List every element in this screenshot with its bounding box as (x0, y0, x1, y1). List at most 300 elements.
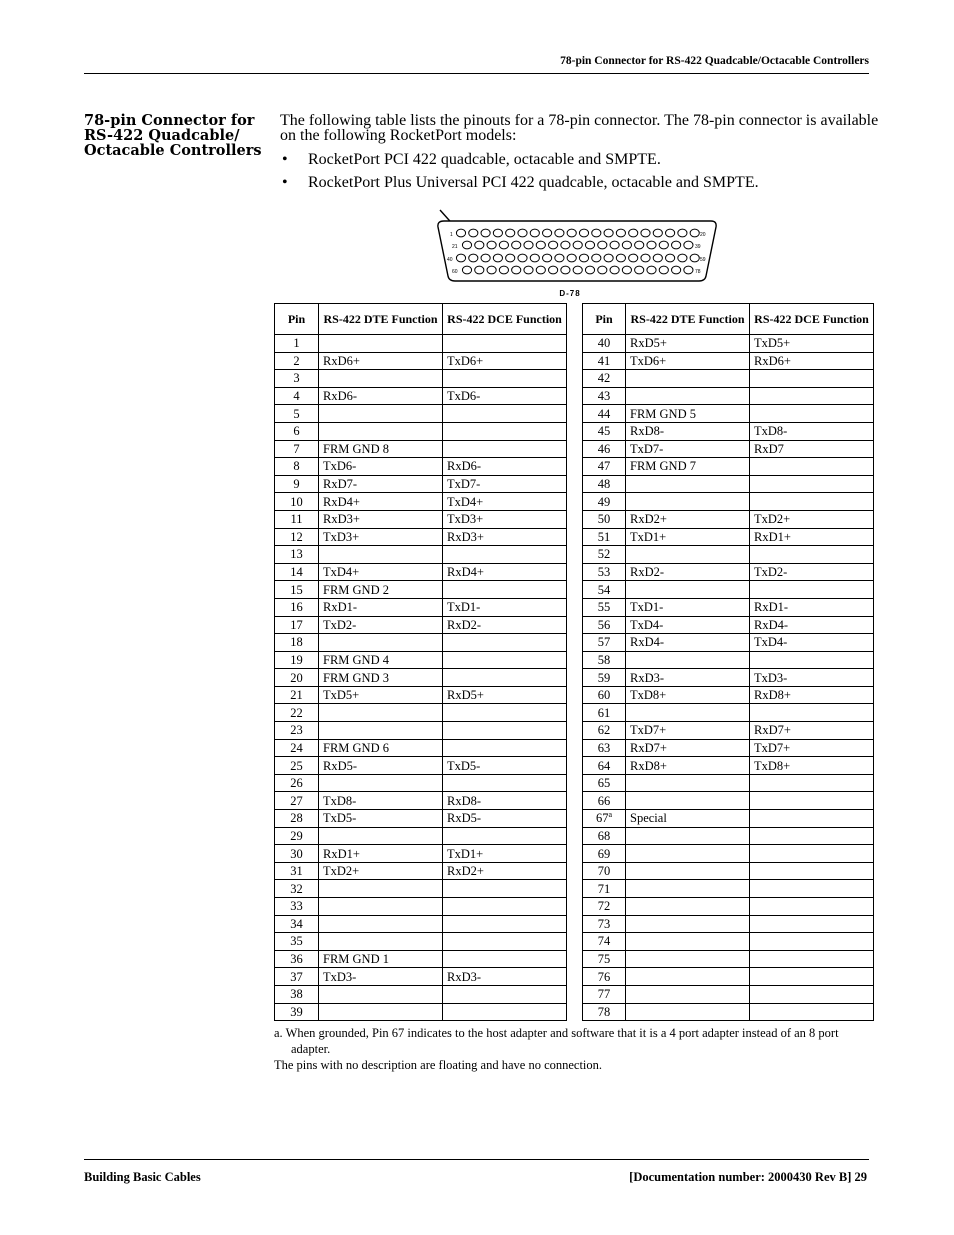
dce-function-text: RxD8+ (754, 688, 791, 703)
pin-hole (456, 229, 465, 237)
pin-number-text: 19 (290, 652, 303, 667)
pin-hole (462, 266, 471, 274)
pin-number-cell (583, 722, 626, 740)
pin-hole (487, 241, 496, 249)
dce-function-cell (443, 475, 567, 493)
dce-function-cell (750, 1003, 874, 1021)
column-gap (567, 968, 583, 986)
pin-hole (549, 241, 558, 249)
table-row (275, 669, 874, 687)
dce-function-text: RxD3+ (447, 529, 484, 544)
dce-function-text: RxD3- (447, 969, 482, 984)
column-gap (567, 546, 583, 564)
table-row (275, 440, 874, 458)
pin-number-cell (275, 880, 319, 898)
pin-number-text: 8 (293, 459, 300, 474)
pin-number-text: 27 (290, 793, 303, 808)
dte-function-cell (319, 827, 443, 845)
pin-number-text: 39 (290, 1004, 303, 1019)
pin-hole (567, 229, 576, 237)
pin-hole (653, 254, 662, 262)
dte-function-cell (319, 739, 443, 757)
dce-function-cell (443, 616, 567, 634)
pin-hole (573, 266, 582, 274)
pin-number-text: 30 (290, 846, 303, 861)
dte-function-cell (626, 651, 750, 669)
dce-function-cell (443, 950, 567, 968)
dce-function-text: TxD6+ (447, 353, 484, 368)
dte-function-cell (626, 458, 750, 476)
table-row (275, 845, 874, 863)
pin-hole (592, 229, 601, 237)
dce-function-text: RxD1- (754, 600, 789, 615)
dce-function-cell (443, 757, 567, 775)
dte-function-cell (319, 669, 443, 687)
dce-function-cell (750, 739, 874, 757)
table-row (275, 739, 874, 757)
dce-function-cell (443, 563, 567, 581)
dte-function-cell (626, 950, 750, 968)
dte-function-text: FRM GND 8 (323, 441, 389, 456)
pin-hole (592, 254, 601, 262)
dte-function-cell (319, 651, 443, 669)
pin-hole (462, 241, 471, 249)
dte-function-text: TxD2+ (323, 864, 360, 879)
pin-number-cell (583, 950, 626, 968)
pin-hole (481, 229, 490, 237)
dce-function-text: RxD8- (447, 793, 482, 808)
pin-number-cell (275, 669, 319, 687)
dce-function-cell (443, 528, 567, 546)
pin-number-cell (275, 616, 319, 634)
dce-function-cell (443, 985, 567, 1003)
pin-number-cell (275, 335, 319, 353)
pin-hole (506, 254, 515, 262)
table-row (275, 933, 874, 951)
footnotes (274, 1025, 874, 1073)
pin-number-cell (275, 792, 319, 810)
table-row (275, 422, 874, 440)
footer-chapter: Building Basic Cables (84, 1170, 201, 1184)
dte-function-cell (626, 792, 750, 810)
pin-number-cell (275, 352, 319, 370)
dte-function-text: TxD6+ (630, 353, 667, 368)
pin-number-text: 32 (290, 881, 303, 896)
pin-number-text: 33 (290, 899, 303, 914)
dce-function-cell (443, 387, 567, 405)
dce-function-cell (750, 933, 874, 951)
pin-number-cell (583, 422, 626, 440)
column-gap (567, 581, 583, 599)
pin-number-cell (275, 827, 319, 845)
dce-function-cell (750, 845, 874, 863)
dce-function-cell (750, 985, 874, 1003)
pin-hole (493, 254, 502, 262)
column-header: RS-422 DCE Function (750, 304, 874, 335)
pin-hole (530, 254, 539, 262)
dce-function-cell (750, 458, 874, 476)
dte-function-cell (319, 563, 443, 581)
pin-number-text: 45 (597, 424, 611, 439)
pin-number-cell (583, 387, 626, 405)
table-row (275, 634, 874, 652)
table-row (275, 510, 874, 528)
column-gap (567, 827, 583, 845)
pin-hole (573, 241, 582, 249)
pin-hole (555, 229, 564, 237)
pin-number-cell (275, 370, 319, 388)
dte-function-cell (626, 810, 750, 828)
pin-number-text: 52 (597, 547, 611, 562)
pin-number-text: 64 (597, 758, 611, 773)
pin-number-text: 17 (290, 617, 303, 632)
dte-function-cell (319, 933, 443, 951)
pin-hole (585, 266, 594, 274)
pin-number-cell (583, 440, 626, 458)
pin-hole (604, 254, 613, 262)
pin-number-cell (275, 933, 319, 951)
dce-function-cell (750, 493, 874, 511)
column-gap (567, 458, 583, 476)
pin-number-cell (583, 686, 626, 704)
pin-number-cell (583, 581, 626, 599)
pin-hole (690, 229, 699, 237)
dte-function-text: TxD5+ (323, 688, 360, 703)
column-header: Pin (275, 304, 319, 335)
row-label-60: 60 (452, 269, 458, 275)
dce-function-cell (443, 704, 567, 722)
dte-function-text: RxD5- (323, 758, 358, 773)
dce-function-cell (750, 898, 874, 916)
pin-number-text: 71 (597, 881, 611, 896)
dte-function-cell (626, 616, 750, 634)
pin-number-cell (275, 440, 319, 458)
pin-number-cell (275, 845, 319, 863)
dce-function-cell (750, 704, 874, 722)
pin-number-text: 74 (597, 934, 611, 949)
column-gap (567, 722, 583, 740)
pin-hole (549, 266, 558, 274)
dte-function-text: TxD4- (630, 617, 664, 632)
pin-hole (493, 229, 502, 237)
pin-hole (622, 241, 631, 249)
column-gap (567, 933, 583, 951)
dte-function-cell (626, 475, 750, 493)
dte-function-cell (626, 634, 750, 652)
pin-hole (672, 266, 681, 274)
dte-function-cell (626, 915, 750, 933)
dte-function-cell (626, 704, 750, 722)
intro-paragraph: The following table lists the pinouts for a 78-pin connector. The 78-pin connector is available on the following RocketPort models: (280, 112, 879, 144)
table-row (275, 475, 874, 493)
dte-function-cell (319, 757, 443, 775)
table-row (275, 915, 874, 933)
dte-function-cell (319, 985, 443, 1003)
pin-number-cell (583, 669, 626, 687)
header-rule (84, 73, 869, 74)
dce-function-cell (443, 686, 567, 704)
pin-number-text: 36 (290, 952, 303, 967)
dce-function-cell (443, 422, 567, 440)
dce-function-cell (443, 405, 567, 423)
pin-number-cell (275, 598, 319, 616)
dte-function-cell (626, 581, 750, 599)
column-gap (567, 704, 583, 722)
pin-number-text: 7 (293, 441, 300, 456)
dce-function-text: RxD2- (447, 617, 482, 632)
pin-number-text: 58 (597, 652, 611, 667)
column-header: Pin (583, 304, 626, 335)
pin-number-text: 14 (290, 565, 303, 580)
pin-hole (635, 266, 644, 274)
dte-function-cell (319, 387, 443, 405)
column-gap (567, 352, 583, 370)
pin-number-text: 75 (597, 952, 611, 967)
column-gap (567, 950, 583, 968)
dte-function-cell (626, 1003, 750, 1021)
dce-function-cell (750, 335, 874, 353)
dce-function-cell (750, 810, 874, 828)
column-gap (567, 528, 583, 546)
pin-number-cell (583, 1003, 626, 1021)
dte-function-cell (319, 458, 443, 476)
dte-function-cell (319, 546, 443, 564)
table-row (275, 493, 874, 511)
pin-number-text: 61 (597, 705, 611, 720)
row-label-40: 40 (447, 257, 453, 263)
pin-number-text: 49 (597, 494, 611, 509)
dte-function-cell (626, 933, 750, 951)
column-gap (567, 915, 583, 933)
dte-function-cell (626, 845, 750, 863)
dce-function-text: RxD7 (754, 441, 784, 456)
pin-number-cell (583, 335, 626, 353)
dte-function-cell (319, 581, 443, 599)
pin-number-cell (583, 458, 626, 476)
pin-number-text: 15 (290, 582, 303, 597)
dce-function-text: TxD5- (447, 758, 481, 773)
dte-function-cell (626, 510, 750, 528)
model-list-item: • RocketPort Plus Universal PCI 422 quadcable, octacable and SMPTE. (280, 175, 880, 190)
footer-doc-number: [Documentation number: 2000430 Rev B] 29 (629, 1170, 867, 1184)
pin-hole (512, 266, 521, 274)
dte-function-text: TxD8- (323, 793, 357, 808)
dte-function-text: RxD3+ (323, 512, 360, 527)
dce-function-cell (443, 370, 567, 388)
dce-function-cell (443, 634, 567, 652)
pin-number-text: 25 (290, 758, 303, 773)
dce-function-text: RxD7+ (754, 723, 791, 738)
table-header-row (275, 304, 874, 335)
pin-hole (579, 229, 588, 237)
column-gap (567, 880, 583, 898)
pin-number-text: 40 (597, 336, 611, 351)
dte-function-text: FRM GND 7 (630, 459, 696, 474)
dte-function-cell (626, 528, 750, 546)
pin-number-text: 55 (597, 600, 611, 615)
pin-number-cell (583, 810, 626, 828)
dce-function-cell (750, 352, 874, 370)
pin-hole (512, 241, 521, 249)
dte-function-text: TxD7+ (630, 723, 667, 738)
dce-function-cell (750, 651, 874, 669)
dte-function-text: RxD7- (323, 477, 358, 492)
column-gap (567, 651, 583, 669)
dte-function-text: FRM GND 5 (630, 406, 696, 421)
dce-function-text: TxD8+ (754, 758, 791, 773)
pin-number-cell (275, 704, 319, 722)
dte-function-cell (626, 598, 750, 616)
pin-number-cell (275, 968, 319, 986)
table-row (275, 405, 874, 423)
dte-function-cell (319, 1003, 443, 1021)
pin-number-text: 29 (290, 828, 303, 843)
pin-number-text: 73 (597, 916, 611, 931)
dce-function-text: TxD7- (447, 477, 481, 492)
pin-number-cell (583, 493, 626, 511)
pinout-table-body (275, 335, 874, 1021)
pin-number-cell (275, 581, 319, 599)
pin-hole (622, 266, 631, 274)
pin-number-text: 12 (290, 529, 303, 544)
dte-function-cell (626, 757, 750, 775)
dte-function-text: TxD1- (630, 600, 664, 615)
dte-function-text: FRM GND 4 (323, 652, 389, 667)
dte-function-cell (626, 493, 750, 511)
dte-function-text: RxD5+ (630, 336, 667, 351)
pin-number-cell (275, 387, 319, 405)
pin-hole (469, 229, 478, 237)
dce-function-text: TxD1+ (447, 846, 484, 861)
pin-number-text: 21 (290, 688, 303, 703)
pin-hole (678, 229, 687, 237)
dce-function-cell (443, 880, 567, 898)
pin-number-cell (583, 546, 626, 564)
dce-function-cell (750, 686, 874, 704)
pin-number-text: 41 (597, 353, 611, 368)
row-label-21: 21 (452, 244, 458, 250)
column-gap (567, 810, 583, 828)
pin-number-cell (275, 422, 319, 440)
dte-function-text: TxD5- (323, 811, 357, 826)
pin-hole (469, 254, 478, 262)
pin-number-text: 67 (595, 811, 609, 826)
dte-function-text: RxD3- (630, 670, 665, 685)
column-gap (567, 304, 583, 335)
dce-function-cell (443, 774, 567, 792)
dte-function-cell (319, 722, 443, 740)
dte-function-cell (319, 598, 443, 616)
pin-hole (555, 254, 564, 262)
dte-function-text: TxD7- (630, 441, 664, 456)
table-row (275, 862, 874, 880)
pin-number-text: 24 (290, 740, 303, 755)
dce-function-cell (750, 722, 874, 740)
table-row (275, 880, 874, 898)
pin-number-cell (583, 510, 626, 528)
dte-function-cell (319, 370, 443, 388)
pin-number-text: 10 (290, 494, 303, 509)
dce-function-text: RxD5- (447, 811, 482, 826)
dte-function-cell (626, 968, 750, 986)
pinout-table (274, 303, 874, 1021)
dce-function-cell (750, 405, 874, 423)
pin-number-cell (275, 739, 319, 757)
model-list-item: • RocketPort PCI 422 quadcable, octacable and SMPTE. (280, 152, 880, 167)
pin-number-cell (583, 898, 626, 916)
pin-number-text: 13 (290, 547, 303, 562)
pin-number-text: 34 (290, 916, 303, 931)
pin-number-text: 38 (290, 987, 303, 1002)
pin-number-text: 31 (290, 864, 303, 879)
pin-number-cell (583, 370, 626, 388)
dte-function-cell (626, 387, 750, 405)
pin-number-cell (275, 634, 319, 652)
pin-number-text: 22 (290, 705, 303, 720)
dce-function-text: TxD2+ (754, 512, 791, 527)
pin-number-cell (583, 651, 626, 669)
dte-function-text: RxD1+ (323, 846, 360, 861)
dce-function-cell (750, 862, 874, 880)
dte-function-text: FRM GND 3 (323, 670, 389, 685)
table-row (275, 792, 874, 810)
dte-function-text: TxD3- (323, 969, 357, 984)
pin-hole (647, 241, 656, 249)
pin-hole (641, 254, 650, 262)
table-row (275, 968, 874, 986)
pin-hole (647, 266, 656, 274)
dce-function-cell (443, 933, 567, 951)
footnote-marker: a (608, 810, 613, 820)
running-header: 78-pin Connector for RS-422 Quadcable/Octacable Controllers (560, 55, 869, 67)
pin-number-text: 2 (293, 353, 300, 368)
pin-number-cell (583, 739, 626, 757)
pin-number-cell (583, 352, 626, 370)
pin-hole (659, 266, 668, 274)
dce-function-cell (750, 546, 874, 564)
dce-function-cell (750, 581, 874, 599)
pin-number-cell (583, 405, 626, 423)
dce-function-text: TxD1- (447, 600, 481, 615)
dte-function-text: TxD3+ (323, 529, 360, 544)
pin-number-text: 50 (597, 512, 611, 527)
dte-function-cell (626, 898, 750, 916)
dte-function-cell (319, 862, 443, 880)
dce-function-text: TxD7+ (754, 740, 791, 755)
pin-number-cell (275, 862, 319, 880)
pin-number-text: 53 (597, 565, 611, 580)
dce-function-cell (750, 563, 874, 581)
dte-function-text: TxD2- (323, 617, 357, 632)
pin-number-text: 26 (290, 776, 303, 791)
dte-function-text: RxD1- (323, 600, 358, 615)
pin-number-cell (275, 510, 319, 528)
row-label-78: 78 (695, 269, 701, 275)
dte-function-text: RxD6- (323, 389, 358, 404)
pin-hole (598, 241, 607, 249)
pin-number-cell (275, 985, 319, 1003)
pin-number-text: 57 (597, 635, 611, 650)
pin-number-text: 46 (597, 441, 611, 456)
dce-function-cell (750, 774, 874, 792)
row-label-39: 39 (695, 244, 701, 250)
table-row (275, 722, 874, 740)
pin-number-text: 54 (597, 582, 611, 597)
dce-function-cell (750, 598, 874, 616)
pin-number-text: 63 (597, 740, 611, 755)
pin-hole (666, 229, 675, 237)
dce-function-cell (750, 950, 874, 968)
